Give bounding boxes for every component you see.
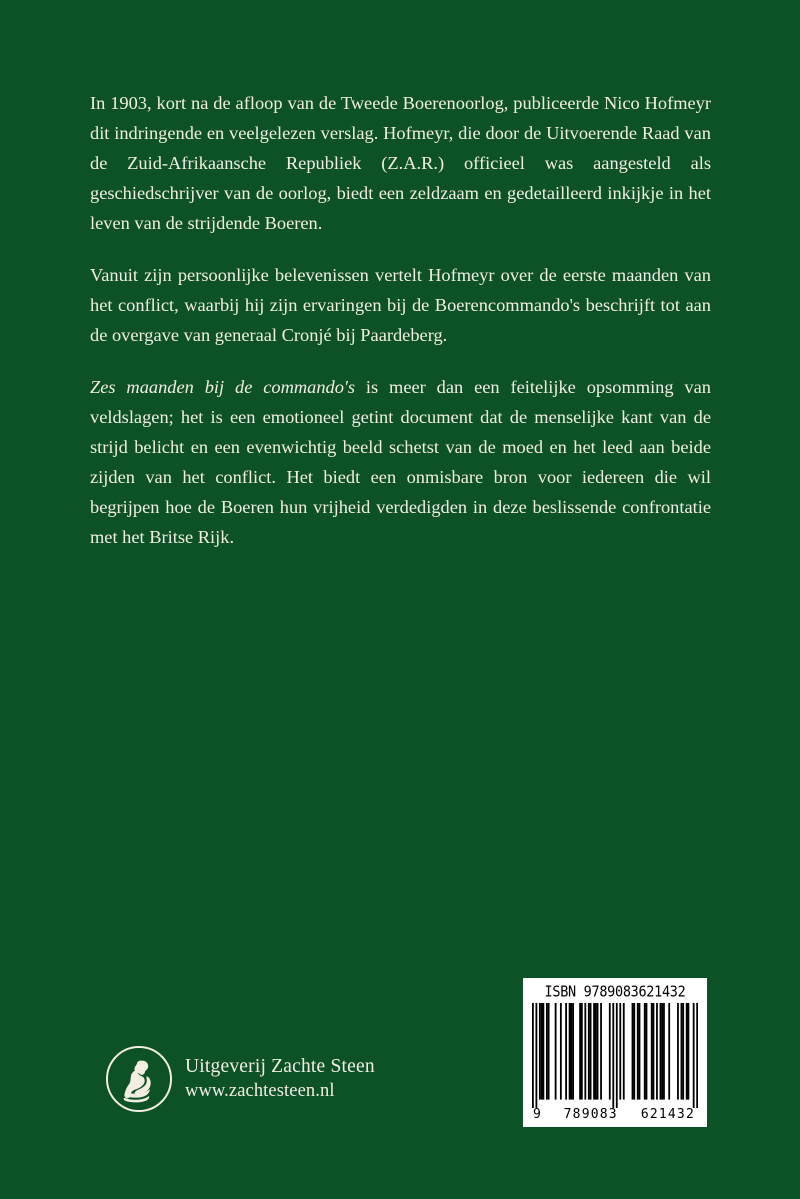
book-title-mention: Zes maanden bij de commando's bbox=[90, 377, 356, 397]
publisher-name: Uitgeverij Zachte Steen bbox=[185, 1056, 375, 1077]
barcode-digits bbox=[532, 1108, 698, 1122]
barcode-digit-group-right: 621432 bbox=[640, 1107, 695, 1122]
isbn-label: ISBN 9789083621432 bbox=[544, 982, 686, 1001]
barcode-bars bbox=[532, 1003, 698, 1108]
publisher-text bbox=[185, 1054, 375, 1104]
publisher-url: www.zachtesteen.nl bbox=[185, 1081, 335, 1101]
blurb-text-block bbox=[90, 88, 711, 552]
isbn-barcode-panel bbox=[523, 978, 707, 1127]
barcode-digit-group-middle: 789083 bbox=[563, 1107, 618, 1122]
thinker-statue-icon bbox=[106, 1046, 172, 1112]
blurb-paragraph-1: In 1903, kort na de afloop van de Tweede Boerenoorlog, publiceerde Nico Hofmeyr dit indringende en veelgelezen verslag. Hofmeyr, die door de Uitvoerende Raad van de Zuid-Afrikaansche Republiek (Z.A.R.) officieel was aangesteld als geschiedschrijver van de oorlog, biedt een zeldzaam en gedetailleerd inkijkje in het leven van de strijdende Boeren. bbox=[90, 93, 711, 233]
blurb-paragraph-2: Vanuit zijn persoonlijke belevenissen vertelt Hofmeyr over de eerste maanden van het conflict, waarbij hij zijn ervaringen bij de Boerencommando's beschrijft tot aan de overgave van generaal Cronjé bij Paardeberg. bbox=[90, 265, 711, 345]
publisher-block bbox=[106, 1046, 375, 1112]
blurb-paragraph-3 bbox=[90, 372, 711, 552]
barcode-digit-group-left: 9 bbox=[533, 1107, 541, 1122]
blurb-paragraph-3-rest: is meer dan een feitelijke opsomming van veldslagen; het is een emotioneel getint document dat de menselijke kant van de strijd belicht en een evenwichtig beeld schetst van de moed en het leed aan beide zijden van het conflict. Het biedt een onmisbare bron voor iedereen die wil begrijpen hoe de Boeren hun vrijheid verdedigden in deze beslissende confrontatie met het Britse Rijk. bbox=[90, 377, 711, 547]
